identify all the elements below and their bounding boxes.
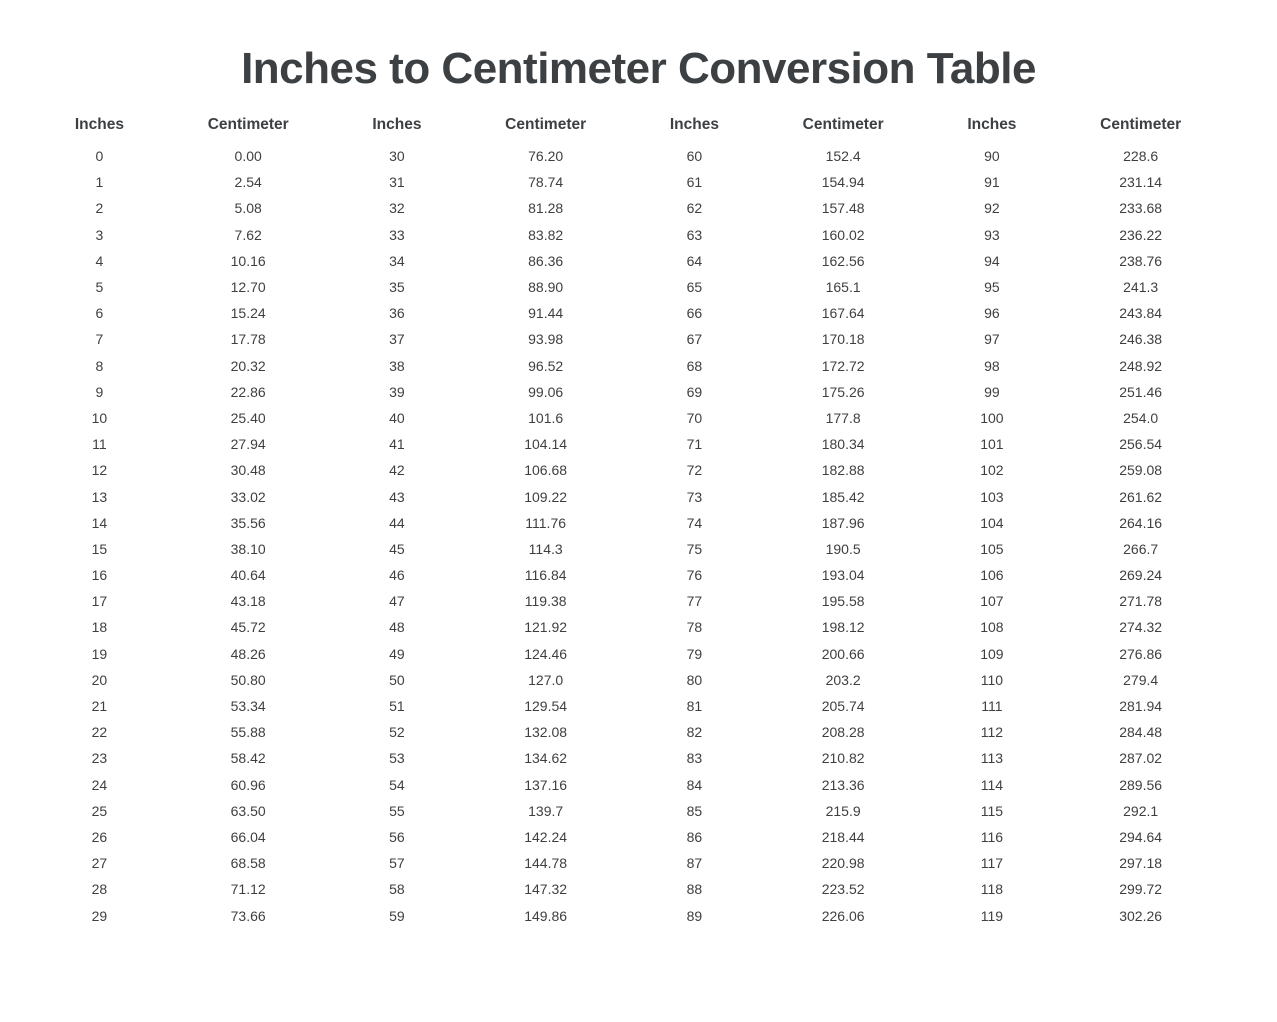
centimeter-cell: 259.08	[1119, 462, 1163, 479]
inches-cell: 114	[980, 776, 1004, 793]
centimeter-cell: 157.48	[821, 200, 865, 217]
centimeter-cell: 187.96	[821, 514, 865, 531]
inches-cell: 33	[389, 226, 405, 243]
inches-cell: 106	[980, 567, 1004, 584]
centimeter-cell: 266.7	[1123, 540, 1159, 557]
inches-cell: 6	[95, 305, 104, 322]
inches-cell: 82	[686, 724, 703, 741]
table-row	[44, 353, 1234, 379]
column-header: Inches	[44, 112, 156, 143]
inches-cell: 83	[686, 750, 703, 767]
centimeter-cell: 121.92	[524, 619, 568, 636]
inches-cell: 57	[389, 855, 405, 872]
table-row	[44, 248, 1234, 274]
centimeter-cell: 45.72	[230, 619, 266, 636]
centimeter-cell: 292.1	[1123, 802, 1159, 819]
table-body	[44, 143, 1234, 929]
centimeter-cell: 137.16	[524, 776, 568, 793]
centimeter-cell: 236.22	[1119, 226, 1163, 243]
table-row	[44, 772, 1234, 798]
inches-cell: 58	[389, 881, 405, 898]
inches-cell: 23	[91, 750, 108, 767]
table-row	[44, 431, 1234, 457]
inches-cell: 119	[980, 907, 1004, 924]
centimeter-cell: 195.58	[821, 593, 865, 610]
table-row	[44, 326, 1234, 352]
centimeter-cell: 162.56	[821, 252, 865, 269]
inches-cell: 72	[686, 462, 703, 479]
centimeter-cell: 203.2	[825, 671, 861, 688]
centimeter-cell: 284.48	[1119, 724, 1163, 741]
inches-cell: 19	[91, 645, 108, 662]
inches-cell: 116	[980, 828, 1004, 845]
inches-cell: 91	[984, 174, 1000, 191]
centimeter-cell: 114.3	[528, 540, 563, 557]
centimeter-cell: 254.0	[1123, 409, 1159, 426]
table-row	[44, 876, 1234, 902]
inches-cell: 37	[389, 331, 405, 348]
centimeter-cell: 127.0	[528, 671, 564, 688]
centimeter-cell: 104.14	[524, 436, 568, 453]
inches-cell: 48	[389, 619, 405, 636]
table-row	[44, 667, 1234, 693]
centimeter-cell: 83.82	[528, 226, 564, 243]
inches-cell: 65	[686, 279, 703, 296]
inches-cell: 118	[980, 881, 1004, 898]
centimeter-cell: 30.48	[230, 462, 266, 479]
table-row	[44, 143, 1234, 169]
inches-cell: 112	[980, 724, 1004, 741]
inches-cell: 21	[91, 698, 108, 715]
table-row	[44, 300, 1234, 326]
centimeter-cell: 200.66	[821, 645, 865, 662]
inches-cell: 107	[980, 593, 1004, 610]
inches-cell: 90	[984, 148, 1000, 165]
centimeter-cell: 289.56	[1119, 776, 1163, 793]
table-row	[44, 562, 1234, 588]
conversion-table-container	[44, 112, 1234, 929]
table-row	[44, 483, 1234, 509]
inches-cell: 59	[389, 907, 405, 924]
inches-cell: 34	[389, 252, 405, 269]
centimeter-cell: 2.54	[234, 174, 262, 191]
centimeter-cell: 208.28	[821, 724, 865, 741]
inches-cell: 85	[686, 802, 703, 819]
inches-cell: 47	[389, 593, 405, 610]
centimeter-cell: 241.3	[1123, 279, 1159, 296]
inches-cell: 80	[686, 671, 703, 688]
centimeter-cell: 144.78	[524, 855, 568, 872]
inches-cell: 63	[686, 226, 703, 243]
table-row	[44, 274, 1234, 300]
centimeter-cell: 71.12	[230, 881, 266, 898]
inches-cell: 97	[984, 331, 1000, 348]
centimeter-cell: 185.42	[821, 488, 865, 505]
centimeter-cell: 281.94	[1119, 698, 1163, 715]
centimeter-cell: 10.16	[230, 252, 266, 269]
inches-cell: 51	[389, 698, 405, 715]
inches-cell: 94	[984, 252, 1000, 269]
column-header: Centimeter	[750, 112, 936, 143]
inches-cell: 62	[686, 200, 703, 217]
centimeter-cell: 124.46	[524, 645, 568, 662]
inches-cell: 92	[984, 200, 1000, 217]
centimeter-cell: 175.26	[821, 383, 865, 400]
centimeter-cell: 193.04	[821, 567, 865, 584]
centimeter-cell: 147.32	[524, 881, 568, 898]
inches-cell: 32	[389, 200, 405, 217]
centimeter-cell: 50.80	[230, 671, 266, 688]
inches-cell: 8	[95, 357, 104, 374]
inches-cell: 74	[686, 514, 703, 531]
inches-cell: 99	[984, 383, 1000, 400]
table-row	[44, 902, 1234, 928]
table-row	[44, 614, 1234, 640]
inches-cell: 45	[389, 540, 405, 557]
inches-cell: 56	[389, 828, 405, 845]
centimeter-cell: 0.00	[234, 148, 262, 165]
inches-cell: 50	[389, 671, 405, 688]
centimeter-cell: 170.18	[821, 331, 865, 348]
inches-cell: 66	[686, 305, 703, 322]
centimeter-cell: 17.78	[230, 331, 266, 348]
inches-cell: 20	[91, 671, 108, 688]
inches-cell: 13	[91, 488, 108, 505]
centimeter-cell: 248.92	[1119, 357, 1163, 374]
centimeter-cell: 210.82	[821, 750, 865, 767]
inches-cell: 15	[91, 540, 108, 557]
centimeter-cell: 154.94	[821, 174, 865, 191]
centimeter-cell: 86.36	[528, 252, 564, 269]
centimeter-cell: 22.86	[230, 383, 266, 400]
centimeter-cell: 53.34	[230, 698, 266, 715]
centimeter-cell: 116.84	[524, 567, 567, 584]
inches-cell: 75	[686, 540, 703, 557]
centimeter-cell: 246.38	[1119, 331, 1163, 348]
inches-cell: 110	[980, 671, 1004, 688]
inches-cell: 46	[389, 567, 405, 584]
centimeter-cell: 33.02	[230, 488, 266, 505]
centimeter-cell: 223.52	[821, 881, 865, 898]
centimeter-cell: 299.72	[1119, 881, 1163, 898]
centimeter-cell: 160.02	[821, 226, 865, 243]
centimeter-cell: 215.9	[825, 802, 861, 819]
centimeter-cell: 7.62	[234, 226, 262, 243]
inches-cell: 61	[686, 174, 703, 191]
centimeter-cell: 68.58	[230, 855, 266, 872]
column-header: Centimeter	[453, 112, 639, 143]
inches-cell: 111	[981, 698, 1003, 715]
inches-cell: 105	[980, 540, 1004, 557]
centimeter-cell: 15.24	[230, 305, 266, 322]
centimeter-cell: 205.74	[821, 698, 865, 715]
inches-cell: 5	[95, 279, 104, 296]
inches-cell: 14	[91, 514, 108, 531]
table-header-row	[44, 112, 1234, 143]
inches-cell: 30	[389, 148, 405, 165]
centimeter-cell: 231.14	[1119, 174, 1163, 191]
table-row	[44, 536, 1234, 562]
inches-cell: 88	[686, 881, 703, 898]
column-header: Inches	[936, 112, 1048, 143]
table-row	[44, 222, 1234, 248]
inches-cell: 108	[980, 619, 1004, 636]
inches-cell: 77	[686, 593, 703, 610]
inches-cell: 70	[686, 409, 703, 426]
centimeter-cell: 99.06	[528, 383, 564, 400]
inches-cell: 39	[389, 383, 405, 400]
inches-cell: 117	[980, 855, 1004, 872]
centimeter-cell: 264.16	[1119, 514, 1163, 531]
centimeter-cell: 12.70	[230, 279, 266, 296]
inches-cell: 41	[389, 436, 405, 453]
centimeter-cell: 213.36	[821, 776, 865, 793]
inches-cell: 102	[980, 462, 1004, 479]
centimeter-cell: 88.90	[528, 279, 564, 296]
inches-cell: 71	[686, 436, 703, 453]
inches-cell: 10	[91, 409, 108, 426]
inches-cell: 4	[95, 252, 104, 269]
centimeter-cell: 226.06	[821, 907, 865, 924]
inches-cell: 52	[389, 724, 405, 741]
centimeter-cell: 27.94	[230, 436, 266, 453]
inches-cell: 96	[984, 305, 1000, 322]
centimeter-cell: 233.68	[1119, 200, 1163, 217]
table-row	[44, 457, 1234, 483]
inches-cell: 60	[686, 148, 703, 165]
centimeter-cell: 274.32	[1119, 619, 1163, 636]
column-header: Inches	[341, 112, 453, 143]
inches-cell: 9	[95, 383, 104, 400]
centimeter-cell: 63.50	[230, 802, 266, 819]
inches-cell: 53	[389, 750, 405, 767]
centimeter-cell: 294.64	[1119, 828, 1163, 845]
table-row	[44, 745, 1234, 771]
centimeter-cell: 96.52	[528, 357, 564, 374]
inches-cell: 78	[686, 619, 703, 636]
inches-cell: 93	[984, 226, 1000, 243]
centimeter-cell: 297.18	[1119, 855, 1163, 872]
centimeter-cell: 132.08	[524, 724, 568, 741]
centimeter-cell: 111.76	[525, 514, 567, 531]
centimeter-cell: 106.68	[524, 462, 568, 479]
inches-cell: 64	[686, 252, 703, 269]
centimeter-cell: 5.08	[234, 200, 262, 217]
inches-cell: 12	[91, 462, 108, 479]
table-row	[44, 641, 1234, 667]
table-row	[44, 195, 1234, 221]
centimeter-cell: 302.26	[1119, 907, 1163, 924]
centimeter-cell: 238.76	[1119, 252, 1163, 269]
centimeter-cell: 60.96	[230, 776, 266, 793]
centimeter-cell: 139.7	[528, 802, 564, 819]
table-row	[44, 379, 1234, 405]
inches-cell: 35	[389, 279, 405, 296]
column-header: Inches	[638, 112, 750, 143]
table-header	[44, 112, 1234, 143]
inches-cell: 31	[389, 174, 405, 191]
inches-cell: 100	[980, 409, 1004, 426]
inches-cell: 76	[686, 567, 703, 584]
centimeter-cell: 149.86	[524, 907, 568, 924]
inches-cell: 79	[686, 645, 703, 662]
table-row	[44, 405, 1234, 431]
inches-cell: 84	[686, 776, 703, 793]
inches-cell: 40	[389, 409, 405, 426]
inches-cell: 43	[389, 488, 405, 505]
column-header: Centimeter	[155, 112, 341, 143]
centimeter-cell: 134.62	[524, 750, 568, 767]
inches-cell: 86	[686, 828, 703, 845]
inches-cell: 115	[980, 802, 1004, 819]
inches-cell: 27	[91, 855, 108, 872]
centimeter-cell: 58.42	[230, 750, 266, 767]
inches-cell: 38	[389, 357, 405, 374]
centimeter-cell: 167.64	[821, 305, 865, 322]
table-row	[44, 693, 1234, 719]
inches-cell: 95	[984, 279, 1000, 296]
inches-cell: 69	[686, 383, 703, 400]
inches-cell: 103	[980, 488, 1004, 505]
centimeter-cell: 142.24	[524, 828, 568, 845]
centimeter-cell: 198.12	[821, 619, 865, 636]
centimeter-cell: 271.78	[1119, 593, 1163, 610]
centimeter-cell: 35.56	[230, 514, 266, 531]
table-row	[44, 169, 1234, 195]
centimeter-cell: 20.32	[230, 357, 266, 374]
inches-cell: 26	[91, 828, 108, 845]
inches-cell: 28	[91, 881, 108, 898]
centimeter-cell: 182.88	[821, 462, 865, 479]
centimeter-cell: 43.18	[230, 593, 266, 610]
inches-cell: 87	[686, 855, 703, 872]
inches-cell: 101	[980, 436, 1004, 453]
centimeter-cell: 228.6	[1123, 148, 1159, 165]
centimeter-cell: 25.40	[230, 409, 266, 426]
inches-cell: 113	[980, 750, 1004, 767]
centimeter-cell: 172.72	[821, 357, 865, 374]
inches-cell: 49	[389, 645, 405, 662]
centimeter-cell: 220.98	[821, 855, 865, 872]
centimeter-cell: 287.02	[1119, 750, 1163, 767]
centimeter-cell: 256.54	[1119, 436, 1163, 453]
centimeter-cell: 243.84	[1119, 305, 1163, 322]
inches-cell: 104	[980, 514, 1004, 531]
centimeter-cell: 66.04	[230, 828, 266, 845]
centimeter-cell: 269.24	[1119, 567, 1163, 584]
centimeter-cell: 152.4	[825, 148, 861, 165]
centimeter-cell: 276.86	[1119, 645, 1163, 662]
inches-cell: 55	[389, 802, 405, 819]
inches-cell: 22	[91, 724, 108, 741]
table-row	[44, 850, 1234, 876]
inches-cell: 3	[95, 226, 104, 243]
inches-cell: 109	[980, 645, 1004, 662]
table-row	[44, 719, 1234, 745]
centimeter-cell: 109.22	[524, 488, 568, 505]
column-header: Centimeter	[1048, 112, 1234, 143]
inches-cell: 16	[91, 567, 108, 584]
conversion-table	[44, 112, 1234, 929]
inches-cell: 68	[686, 357, 703, 374]
inches-cell: 54	[389, 776, 405, 793]
table-row	[44, 510, 1234, 536]
centimeter-cell: 218.44	[821, 828, 865, 845]
centimeter-cell: 73.66	[230, 907, 266, 924]
page-title: Inches to Centimeter Conversion Table	[241, 44, 1036, 93]
inches-cell: 44	[389, 514, 405, 531]
centimeter-cell: 55.88	[230, 724, 266, 741]
centimeter-cell: 261.62	[1119, 488, 1163, 505]
inches-cell: 17	[91, 593, 108, 610]
inches-cell: 7	[95, 331, 104, 348]
centimeter-cell: 190.5	[825, 540, 861, 557]
inches-cell: 2	[95, 200, 104, 217]
centimeter-cell: 40.64	[230, 567, 266, 584]
inches-cell: 89	[686, 907, 703, 924]
centimeter-cell: 165.1	[825, 279, 861, 296]
centimeter-cell: 81.28	[528, 200, 564, 217]
inches-cell: 98	[984, 357, 1000, 374]
centimeter-cell: 279.4	[1123, 671, 1159, 688]
centimeter-cell: 251.46	[1119, 383, 1163, 400]
centimeter-cell: 177.8	[825, 409, 861, 426]
centimeter-cell: 91.44	[528, 305, 564, 322]
centimeter-cell: 119.38	[524, 593, 567, 610]
inches-cell: 0	[95, 148, 104, 165]
inches-cell: 73	[686, 488, 703, 505]
inches-cell: 81	[686, 698, 703, 715]
centimeter-cell: 129.54	[524, 698, 568, 715]
inches-cell: 42	[389, 462, 405, 479]
inches-cell: 36	[389, 305, 405, 322]
table-row	[44, 588, 1234, 614]
centimeter-cell: 180.34	[821, 436, 865, 453]
inches-cell: 24	[91, 776, 108, 793]
centimeter-cell: 76.20	[528, 148, 564, 165]
table-row	[44, 824, 1234, 850]
inches-cell: 18	[91, 619, 108, 636]
table-row	[44, 798, 1234, 824]
inches-cell: 11	[92, 436, 107, 453]
centimeter-cell: 38.10	[230, 540, 266, 557]
centimeter-cell: 78.74	[528, 174, 564, 191]
inches-cell: 29	[91, 907, 108, 924]
inches-cell: 67	[686, 331, 703, 348]
centimeter-cell: 48.26	[230, 645, 266, 662]
centimeter-cell: 101.6	[528, 409, 564, 426]
inches-cell: 25	[91, 802, 108, 819]
inches-cell: 1	[95, 174, 104, 191]
centimeter-cell: 93.98	[528, 331, 564, 348]
